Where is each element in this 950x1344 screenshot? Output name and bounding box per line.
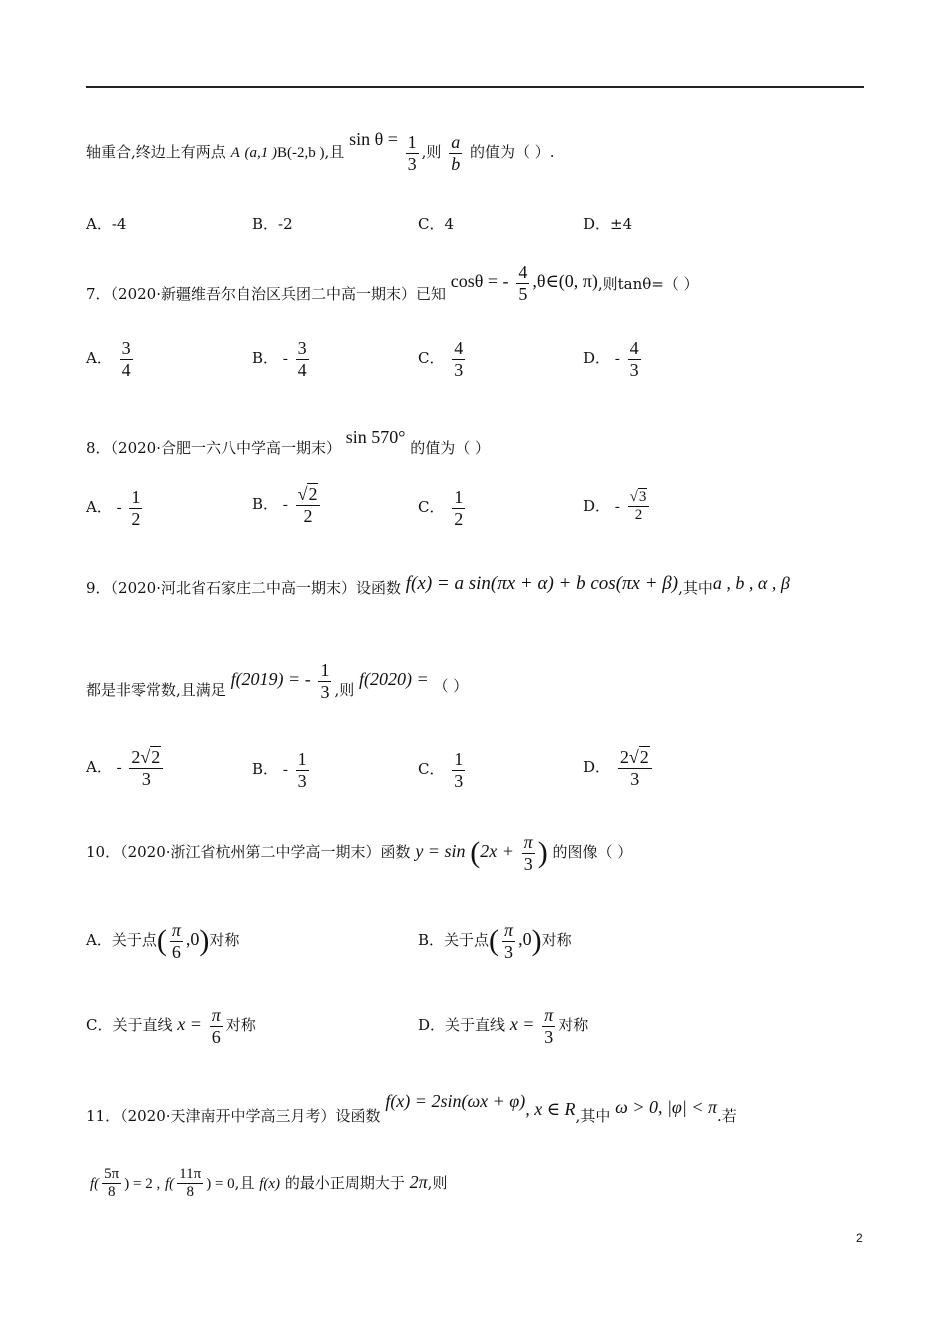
point-a-coord: (a,1 ) (244, 145, 278, 162)
sqrt-symbol: √2 (140, 747, 161, 767)
q8-line (86, 427, 491, 457)
f-5pi-8-value: ) = 2 , (124, 1175, 161, 1192)
q10-line (86, 832, 632, 874)
option-label: B． (252, 495, 279, 514)
q8-option-c[interactable] (418, 487, 468, 529)
frac-a-b: $\frac{a}{b}$ (451, 132, 461, 174)
q10-function: y = sin (415, 841, 466, 862)
minus-sign: - (116, 500, 122, 517)
option-label: C．关于直线 (86, 1016, 173, 1035)
q11-and: ,且 (234, 1173, 255, 1192)
minus-sign: - (116, 760, 122, 777)
q6-option-b[interactable]: B．-2 (252, 215, 293, 233)
q7-lead: 7．（2020·新疆维吾尔自治区兵团二中高一期末）已知 (86, 285, 446, 304)
q6-then: ,则 (421, 143, 442, 162)
q10-option-d[interactable] (418, 1005, 588, 1047)
q6-option-c[interactable]: C．4 (418, 215, 455, 233)
option-label: D． (583, 496, 611, 515)
q11-lead: 11．（2020·天津南开中学高三月考）设函数 (86, 1107, 381, 1125)
frac-1-3: $\frac{1}{3}$ (320, 660, 330, 702)
q9-tail: （ ） (433, 677, 469, 696)
frac-four-fifths: $\frac{4}{5}$ (518, 262, 528, 304)
header-rule (86, 86, 864, 88)
sqrt-symbol: √3 (629, 489, 647, 505)
q9-option-a[interactable] (86, 747, 166, 789)
f-x: f(x) (259, 1175, 281, 1192)
frac-1-3: $\frac{1}{3}$ (297, 749, 307, 791)
frac-1-2: $\frac{1}{2}$ (131, 487, 141, 529)
q11-line-2 (90, 1166, 447, 1202)
sqrt-symbol: √2 (628, 747, 649, 767)
option-label: B． (252, 349, 279, 368)
f-5pi-8: f( (90, 1175, 100, 1192)
q7-tail: ,则tanθ=（ ） (597, 275, 699, 294)
minus-sign: - (282, 762, 288, 779)
q11-mid: ,其中 (575, 1107, 611, 1125)
point-b: B(-2,b ) (277, 145, 325, 162)
phi-cond: , |φ| < π (657, 1097, 717, 1117)
point-a: A (230, 145, 240, 162)
zero-coord: ,0 (185, 929, 200, 950)
option-label: A． (86, 498, 112, 517)
q10-tail: 的图像（ ） (552, 843, 633, 862)
q9-line-2 (86, 660, 468, 702)
frac-3-4: $\frac{3}{4}$ (297, 338, 307, 380)
option-label: B．关于点 (418, 931, 490, 950)
symmetry-text: 对称 (541, 931, 572, 950)
q11-function: f(x) = 2sin(ωx + φ) (385, 1091, 526, 1111)
q6-text: 轴重合,终边上有两点 (86, 143, 226, 162)
q9-function: f(x) = a sin(πx + α) + b cos(πx + β) (405, 573, 679, 594)
q8-option-d[interactable] (583, 489, 652, 525)
option-label: C． (418, 498, 445, 517)
frac-pi-3: $\frac{\pi}{3}$ (523, 832, 533, 874)
q9-constants: a , b , α , β (712, 573, 790, 593)
q10-inner: 2x + (480, 841, 514, 862)
q10-option-b[interactable] (418, 920, 572, 962)
q9-mid: ,其中 (678, 579, 713, 597)
q10-option-a[interactable] (86, 920, 239, 962)
omega-cond: ω > 0 (615, 1097, 658, 1117)
option-label: D．关于直线 (418, 1016, 506, 1035)
x-equals: x = (177, 1014, 202, 1035)
frac-1-3: $\frac{1}{3}$ (454, 749, 464, 791)
frac-1-2: $\frac{1}{2}$ (454, 487, 464, 529)
q11-domain: , x ∈ R (525, 1099, 576, 1119)
symmetry-text: 对称 (225, 1016, 256, 1035)
left-paren: ( (470, 836, 481, 870)
frac-pi-6: $\frac{\pi}{6}$ (171, 920, 181, 962)
f-2020: f(2020) = (359, 669, 429, 690)
left-paren: ( (156, 924, 167, 958)
symmetry-text: 对称 (209, 931, 240, 950)
q9-then: ,则 (334, 681, 355, 700)
x-equals: x = (509, 1014, 535, 1035)
q11-end: ,则 (427, 1173, 448, 1192)
option-label: C． (418, 349, 445, 368)
q11-period-text: 的最小正周期大于 (284, 1173, 405, 1192)
left-paren: ( (489, 924, 500, 958)
option-label: D． (583, 349, 611, 368)
q9-option-b[interactable] (252, 749, 312, 791)
frac-one-third: $\frac{1}{3}$ (407, 132, 417, 174)
minus-sign: - (614, 351, 620, 368)
q6-option-d[interactable]: D．±4 (583, 215, 633, 233)
sin-theta: sin θ = (349, 129, 398, 150)
frac-pi-3: $\frac{\pi}{3}$ (504, 920, 514, 962)
q9-option-c[interactable] (418, 749, 468, 791)
option-label: B． (252, 760, 279, 779)
frac-sqrt3-2: $\frac{√3}{2}$ (628, 489, 650, 525)
f-11pi-8: f( (165, 1175, 175, 1192)
cos-theta: cosθ = - (450, 271, 509, 292)
q8-tail: 的值为（ ） (410, 439, 491, 457)
frac-2sqrt2-3: $\frac{2√2}{3}$ (618, 747, 652, 789)
zero-coord: ,0 (518, 929, 532, 950)
f-2019: f(2019) = - (230, 669, 311, 690)
frac-5pi-8: $\frac{5\pi}{8}$ (104, 1166, 120, 1201)
right-paren: ) (537, 836, 548, 870)
page-number: 2 (856, 1231, 863, 1245)
q7-option-c[interactable] (418, 338, 468, 380)
option-label: A． (86, 758, 112, 777)
theta-range: ,θ∈(0, π) (532, 271, 598, 292)
f-11pi-8-value: ) = 0 (206, 1175, 235, 1192)
q6-option-a[interactable]: A．-4 (86, 215, 127, 233)
symmetry-text: 对称 (558, 1016, 589, 1035)
option-label: D． (583, 758, 611, 777)
frac-pi-3: $\frac{\pi}{3}$ (544, 1005, 554, 1047)
two-pi: 2π (409, 1171, 428, 1192)
option-label: A．关于点 (86, 931, 157, 950)
q11-line-1 (86, 1091, 737, 1125)
frac-11pi-8: $\frac{11\pi}{8}$ (179, 1166, 202, 1201)
q10-lead: 10．（2020·浙江省杭州第二中学高一期末）函数 (86, 843, 411, 862)
frac-pi-6: $\frac{\pi}{6}$ (211, 1005, 221, 1047)
right-paren: ) (531, 924, 542, 958)
q10-option-c[interactable] (86, 1005, 256, 1047)
option-label: A． (86, 349, 112, 368)
q8-option-b[interactable] (252, 484, 323, 526)
minus-sign: - (614, 498, 620, 515)
q6-line (86, 129, 555, 174)
q8-lead: 8．（2020·合肥一六八中学高一期末） (86, 439, 341, 457)
q7-line (86, 262, 699, 304)
minus-sign: - (282, 351, 288, 368)
q6-tail: 的值为（ ）. (469, 143, 555, 162)
right-paren: ) (199, 924, 210, 958)
frac-3-4: $\frac{3}{4}$ (121, 338, 131, 380)
frac-sqrt2-2: $\frac{√2}{2}$ (296, 484, 321, 526)
q9-line2-text: 都是非零常数,且满足 (86, 681, 226, 700)
q11-tail: .若 (717, 1107, 737, 1125)
q8-option-a[interactable] (86, 487, 145, 529)
option-label: C． (418, 760, 445, 779)
minus-sign: - (282, 497, 288, 514)
frac-2sqrt2-3: $\frac{2√2}{3}$ (129, 747, 163, 789)
frac-4-3: $\frac{4}{3}$ (454, 338, 464, 380)
frac-4-3: $\frac{4}{3}$ (629, 338, 639, 380)
q7-option-b[interactable] (252, 338, 312, 380)
q9-line-1 (86, 573, 790, 597)
q7-option-d[interactable] (583, 338, 644, 380)
q6-mid: ,且 (324, 143, 345, 162)
sqrt-symbol: √2 (297, 484, 318, 504)
q7-option-a[interactable] (86, 338, 136, 380)
sin-570: sin 570° (345, 427, 406, 447)
q9-option-d[interactable] (583, 747, 655, 789)
q9-lead: 9．（2020·河北省石家庄二中高一期末）设函数 (86, 579, 401, 597)
